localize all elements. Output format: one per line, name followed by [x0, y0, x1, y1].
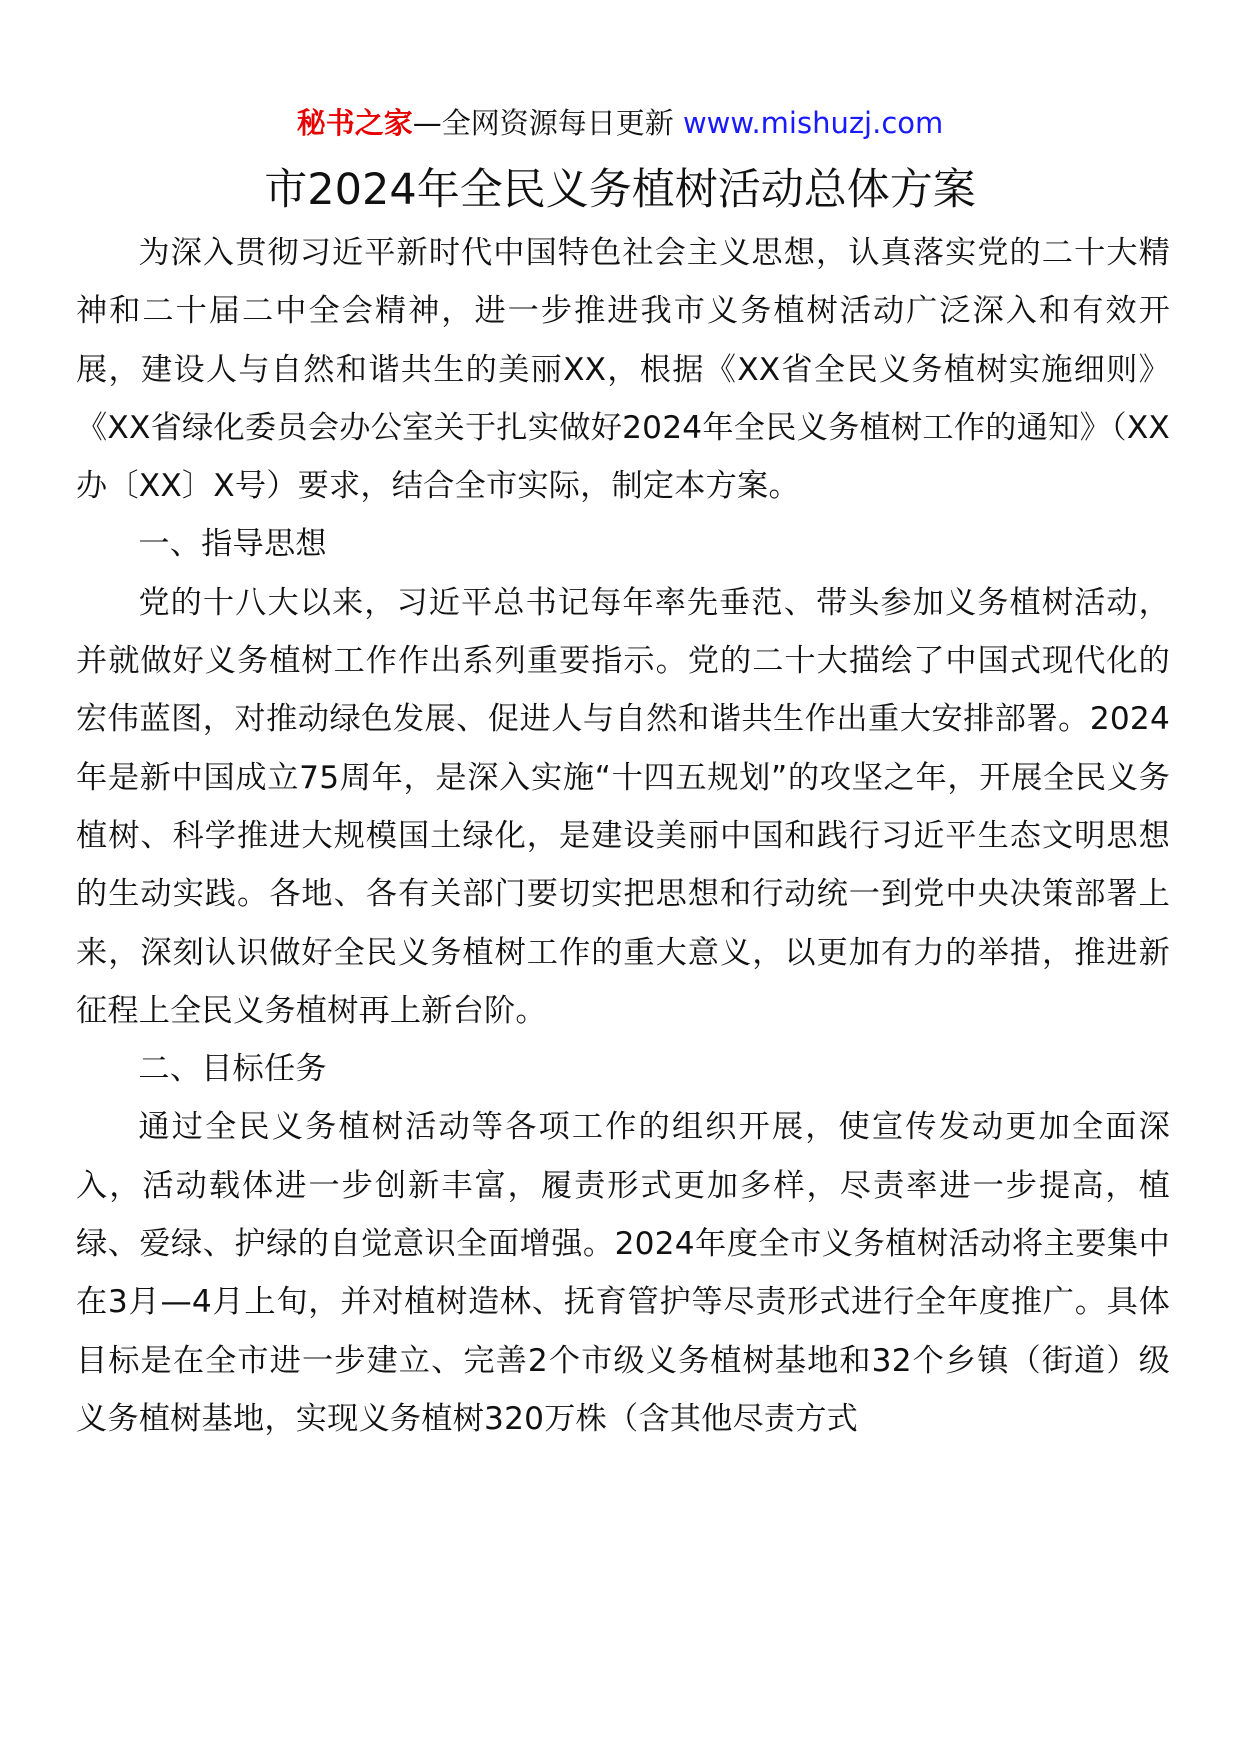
section-heading-goals-tasks: 二、目标任务 — [138, 1051, 327, 1088]
site-url-link[interactable]: www.mishuzj.com — [682, 106, 944, 140]
guiding-ideology-paragraph: 党的十八大以来，习近平总书记每年率先垂范、带头参加义务植树活动，并就做好义务植树工作作出系列重要指示。党的二十大描绘了中国式现代化的宏伟蓝图，对推动绿色发展、促进人与自然和谐共生作出重大安排部署。2024年是新中国成立75周年，是深入实施“十四五规划”的攻坚之年，开展全民义务植树、科学推进大规模国土绿化，是建设美丽中国和践行习近平生态文明思想的生动实践。各地、各有关部门要切实把思想和行动统一到党中央决策部署上来，深刻认识做好全民义务植树工作的重大意义，以更加有力的举措，推进新征程上全民义务植树再上新台阶。 — [76, 584, 1170, 1029]
document-title: 市2024年全民义务植树活动总体方案 — [264, 165, 976, 215]
header-tagline: —全网资源每日更新 — [412, 106, 674, 140]
intro-paragraph: 为深入贯彻习近平新时代中国特色社会主义思想，认真落实党的二十大精神和二十届二中全会精神，进一步推进我市义务植树活动广泛深入和有效开展，建设人与自然和谐共生的美丽XX，根据《XX省全民义务植树实施细则》《XX省绿化委员会办公室关于扎实做好2024年全民义务植树工作的通知》（XX办〔XX〕X号）要求，结合全市实际，制定本方案。 — [76, 235, 1170, 505]
document-body — [76, 224, 1170, 1448]
goals-tasks-paragraph: 通过全民义务植树活动等各项工作的组织开展，使宣传发动更加全面深入，活动载体进一步创新丰富，履责形式更加多样，尽责率进一步提高，植绿、爱绿、护绿的自觉意识全面增强。2024年度全市义务植树活动将主要集中在3月—4月上旬，并对植树造林、抚育管护等尽责形式进行全年度推广。具体目标是在全市进一步建立、完善2个市级义务植树基地和32个乡镇（街道）级义务植树基地，实现义务植树320万株（含其他尽责方式 — [76, 1109, 1170, 1437]
section-heading-guiding-ideology: 一、指导思想 — [138, 526, 327, 563]
site-header — [0, 100, 1240, 146]
brand-name: 秘书之家 — [296, 106, 413, 140]
